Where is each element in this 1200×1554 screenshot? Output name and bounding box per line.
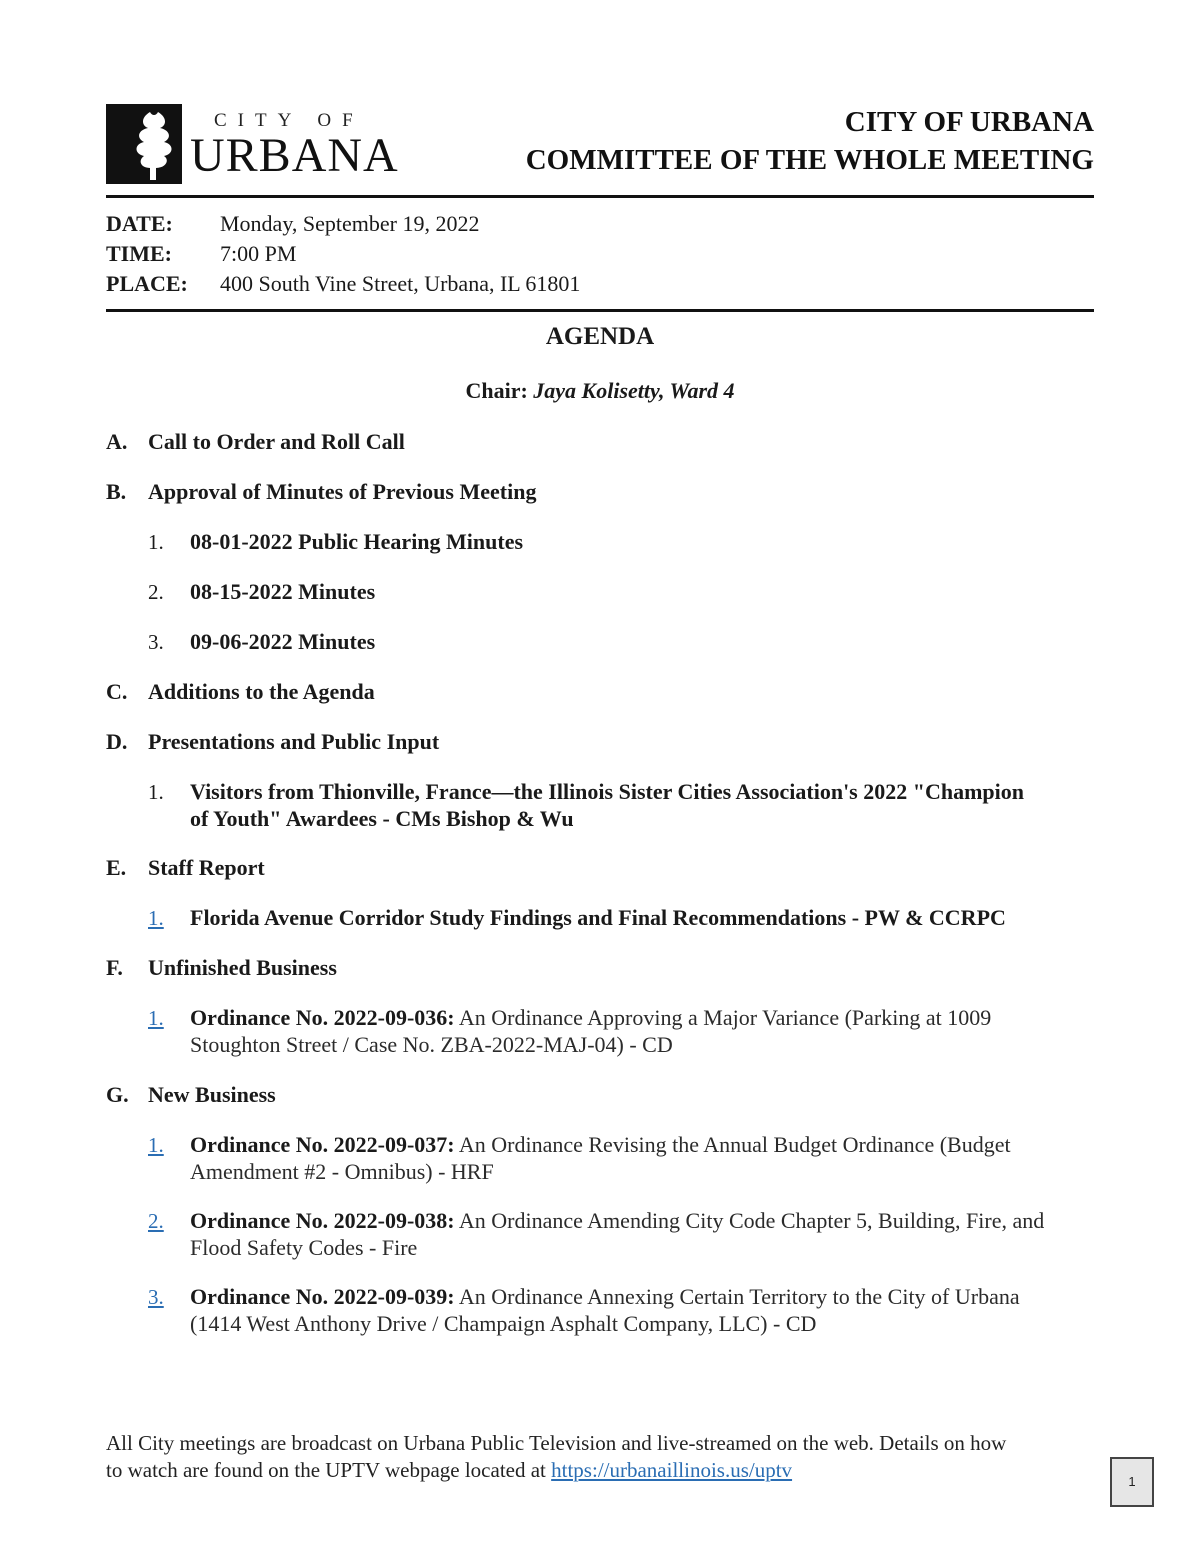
staff-report-item: [190, 904, 1090, 931]
ordinance-item: [190, 1131, 1090, 1185]
section-title-approval-of-minutes: Approval of Minutes of Previous Meeting: [148, 479, 537, 504]
section-title-additions: Additions to the Agenda: [148, 679, 375, 704]
ordinance-item: [190, 1004, 1090, 1058]
section-letter: C.: [106, 679, 128, 704]
agenda-title: AGENDA: [545, 323, 655, 350]
item-title: Ordinance No. 2022-09-039:: [190, 1284, 455, 1309]
section-title-call-to-order: Call to Order and Roll Call: [148, 429, 405, 454]
section-letter: E.: [106, 855, 127, 880]
item-title: Ordinance No. 2022-09-036:: [190, 1005, 455, 1030]
item-title: 09-06-2022 Minutes: [190, 629, 376, 654]
minutes-item: [190, 528, 1090, 555]
section-title-new-business: New Business: [148, 1082, 276, 1107]
section-title-unfinished-business: Unfinished Business: [148, 955, 337, 980]
date-value: Monday, September 19, 2022: [220, 211, 480, 236]
item-desc-line1: An Ordinance Approving a Major Variance (Parking at 1009: [454, 1005, 992, 1030]
item-number: 3.: [148, 630, 164, 654]
header-subtitle: COMMITTEE OF THE WHOLE MEETING: [525, 144, 1094, 176]
item-link[interactable]: 1.: [148, 1133, 164, 1157]
chair-label: Chair:: [465, 378, 528, 403]
meta-divider: [106, 309, 1094, 312]
item-title: Ordinance No. 2022-09-038:: [190, 1208, 455, 1233]
header-divider: [106, 195, 1094, 198]
section-title-staff-report: Staff Report: [148, 855, 265, 880]
section-letter: D.: [106, 729, 128, 754]
time-label: TIME:: [106, 241, 172, 266]
section-letter: G.: [106, 1082, 129, 1107]
time-value: 7:00 PM: [220, 241, 297, 266]
broadcast-notice: [106, 1430, 1098, 1484]
minutes-item: [190, 578, 1090, 605]
item-number: 1.: [148, 780, 164, 804]
item-title-line2: of Youth" Awardees - CMs Bishop & Wu: [190, 806, 574, 831]
item-desc-line2: Flood Safety Codes - Fire: [190, 1235, 418, 1260]
item-number: 1.: [148, 530, 164, 554]
item-desc-line2: Stoughton Street / Case No. ZBA-2022-MAJ-04) - CD: [190, 1032, 673, 1057]
item-link[interactable]: 2.: [148, 1209, 164, 1233]
place-value: 400 South Vine Street, Urbana, IL 61801: [220, 271, 581, 296]
item-number: 2.: [148, 580, 164, 604]
item-link[interactable]: 1.: [148, 1006, 164, 1030]
header-title: CITY OF URBANA: [844, 106, 1094, 138]
section-title-presentations: Presentations and Public Input: [148, 729, 440, 754]
logo-small-text: CITY OF: [214, 110, 364, 131]
item-desc-line1: An Ordinance Revising the Annual Budget Ordinance (Budget: [454, 1132, 1011, 1157]
section-letter: F.: [106, 955, 123, 980]
item-desc-line2: Amendment #2 - Omnibus) - HRF: [190, 1159, 494, 1184]
item-title: 08-01-2022 Public Hearing Minutes: [190, 529, 524, 554]
section-letter: A.: [106, 429, 128, 454]
chair-name: Jaya Kolisetty, Ward 4: [533, 378, 735, 403]
chair-line: [0, 378, 1200, 404]
item-desc-line2: (1414 West Anthony Drive / Champaign Asphalt Company, LLC) - CD: [190, 1311, 817, 1336]
item-title: Ordinance No. 2022-09-037:: [190, 1132, 455, 1157]
footer-line1: All City meetings are broadcast on Urbana Public Television and live-streamed on the web. Details on how: [106, 1431, 1007, 1455]
logo-main-text: URBANA: [190, 129, 399, 182]
item-link[interactable]: 1.: [148, 906, 164, 930]
footer-line2-prefix: to watch are found on the UPTV webpage located at: [106, 1458, 552, 1482]
presentation-item: [190, 778, 1090, 832]
item-link[interactable]: 3.: [148, 1285, 164, 1309]
page-number: 1: [1110, 1457, 1154, 1507]
ordinance-item: [190, 1207, 1090, 1261]
item-title: Florida Avenue Corridor Study Findings and Final Recommendations - PW & CCRPC: [190, 905, 1006, 930]
item-desc-line1: An Ordinance Amending City Code Chapter 5, Building, Fire, and: [454, 1208, 1045, 1233]
minutes-item: [190, 628, 1090, 655]
item-desc-line1: An Ordinance Annexing Certain Territory to the City of Urbana: [454, 1284, 1020, 1309]
ordinance-item: [190, 1283, 1090, 1337]
uptv-link[interactable]: https://urbanaillinois.us/uptv: [551, 1458, 793, 1482]
item-title-line1: Visitors from Thionville, France—the Illinois Sister Cities Association's 2022 "Champion: [190, 779, 1024, 804]
place-label: PLACE:: [106, 271, 188, 296]
city-logo-oak-leaf-icon: [106, 104, 182, 184]
item-title: 08-15-2022 Minutes: [190, 579, 376, 604]
section-letter: B.: [106, 479, 127, 504]
date-label: DATE:: [106, 211, 173, 236]
